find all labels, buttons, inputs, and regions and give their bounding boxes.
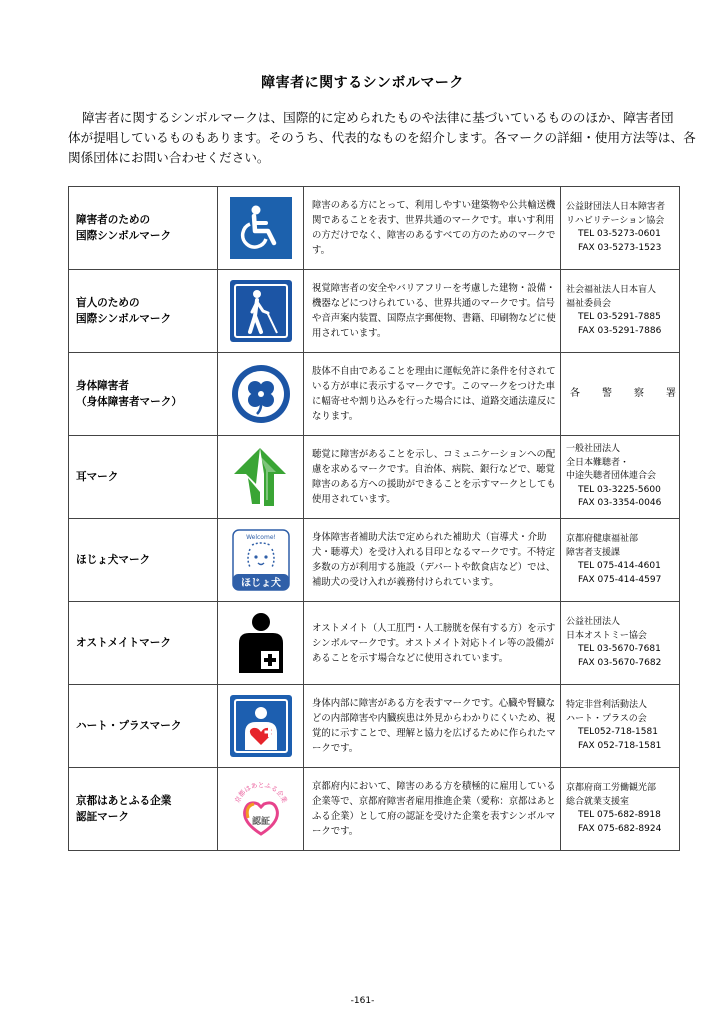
mark-organization: 特定非営利活動法人 ハート・プラスの会 TEL052-718-1581 FAX 052-718-1581 [561, 685, 680, 768]
svg-text:Welcome!: Welcome! [245, 534, 276, 541]
svg-text:認証: 認証 [251, 817, 270, 827]
table-row [69, 270, 680, 353]
mark-organization: 京都府健康福祉部 障害者支援課 TEL 075-414-4601 FAX 075-414-4597 [561, 519, 680, 602]
mark-description: 障害のある方にとって、利用しやすい建築物や公共輸送機関であることを表す、世界共通のマークです。車いす利用の方だけでなく、障害のあるすべての方のためのマークです。 [304, 187, 561, 270]
mark-description: オストメイト（人工肛門・人工膀胱を保有する方）を示すシンボルマークです。オストメイト対応トイレ等の設備があることを示す場合などに使用されています。 [304, 602, 561, 685]
intro-paragraph [68, 108, 696, 168]
table-row [69, 436, 680, 519]
mark-organization: 公益財団法人日本障害者 リハビリテーション協会 TEL 03-5273-0601 FAX 03-5273-1523 [561, 187, 680, 270]
kyoto-heartful-icon [228, 776, 294, 842]
mark-name: ほじょ犬マーク [69, 519, 218, 602]
mark-name: 耳マーク [69, 436, 218, 519]
mark-organization: 公益社団法人 日本オストミー協会 TEL 03-5670-7681 FAX 03-5670-7682 [561, 602, 680, 685]
ostomate-icon [231, 611, 291, 675]
table-row [69, 768, 680, 851]
page-title: 障害者に関するシンボルマーク [261, 75, 464, 91]
table-row [69, 187, 680, 270]
mark-name: オストメイトマーク [69, 602, 218, 685]
mark-organization: 社会福祉法人日本盲人 福祉委員会 TEL 03-5291-7885 FAX 03-5291-7886 [561, 270, 680, 353]
table-row [69, 685, 680, 768]
table-row [69, 353, 680, 436]
mark-organization: 各警察署 [561, 353, 680, 436]
intro-line-1: 障害者に関するシンボルマークは、国際的に定められたものや法律に基づいているもののほか、障害者団 [82, 110, 674, 125]
wheelchair-icon [230, 197, 292, 259]
four-leaf-clover-icon [230, 363, 292, 425]
mark-organization: 一般社団法人 全日本難聴者・ 中途失聴者団体連合会 TEL 03-3225-5600 FAX 03-3354-0046 [561, 436, 680, 519]
mark-name: 障害者のための 国際シンボルマーク [69, 187, 218, 270]
white-cane-walker-icon [230, 280, 292, 342]
mark-name: 京都はあとふる企業 認証マーク [69, 768, 218, 851]
mark-organization: 京都府商工労働観光部 総合就業支援室 TEL 075-682-8918 FAX 075-682-8924 [561, 768, 680, 851]
mark-description: 肢体不自由であることを理由に運転免許に条件を付されている方が車に表示するマークです。このマークをつけた車に幅寄せや割り込みを行った場合には、道路交通法違反になります。 [304, 353, 561, 436]
assistance-dog-icon [232, 529, 290, 591]
table-row [69, 519, 680, 602]
ear-mark-icon [230, 444, 292, 510]
svg-text:京都はあとふる企業: 京都はあとふる企業 [232, 781, 289, 805]
mark-name: ハート・プラスマーク [69, 685, 218, 768]
intro-line-2: 体が提唱しているものもあります。そのうち、代表的なものを紹介します。各マークの詳細・使用方法等は、各 [68, 130, 696, 145]
mark-description: 身体障害者補助犬法で定められた補助犬（盲導犬・介助犬・聴導犬）を受け入れる目印となるマークです。不特定多数の方が利用する施設（デパートや飲食店など）では、補助犬の受け入れが義務付けられています。 [304, 519, 561, 602]
intro-line-3: 関係団体にお問い合わせください。 [68, 150, 270, 165]
mark-description: 聴覚に障害があることを示し、コミュニケーションへの配慮を求めるマークです。自治体、病院、銀行などで、聴覚障害のある方への援助ができることを示すマークとしても使用されています。 [304, 436, 561, 519]
symbol-mark-table [68, 186, 698, 851]
mark-description: 視覚障害者の安全やバリアフリーを考慮した建物・設備・機器などにつけられている、世界共通のマークです。信号や音声案内装置、国際点字郵便物、書籍、印刷物などに使用されています。 [304, 270, 561, 353]
svg-text:ほじょ犬: ほじょ犬 [240, 578, 281, 589]
mark-description: 京都府内において、障害のある方を積極的に雇用している企業等で、京都府障害者雇用推進企業（愛称：京都はあとふる企業）として府の認証を受けた企業を表すシンボルマークです。 [304, 768, 561, 851]
mark-description: 身体内部に障害がある方を表すマークです。心臓や腎臓などの内部障害や内臓疾患は外見からわかりにくいため、視覚的に示すことで、理解と協力を広げるために作られたマークです。 [304, 685, 561, 768]
mark-name: 身体障害者 （身体障害者マーク） [69, 353, 218, 436]
page-number: -161- [350, 996, 375, 1006]
heart-plus-icon [230, 695, 292, 757]
table-row [69, 602, 680, 685]
mark-name: 盲人のための 国際シンボルマーク [69, 270, 218, 353]
